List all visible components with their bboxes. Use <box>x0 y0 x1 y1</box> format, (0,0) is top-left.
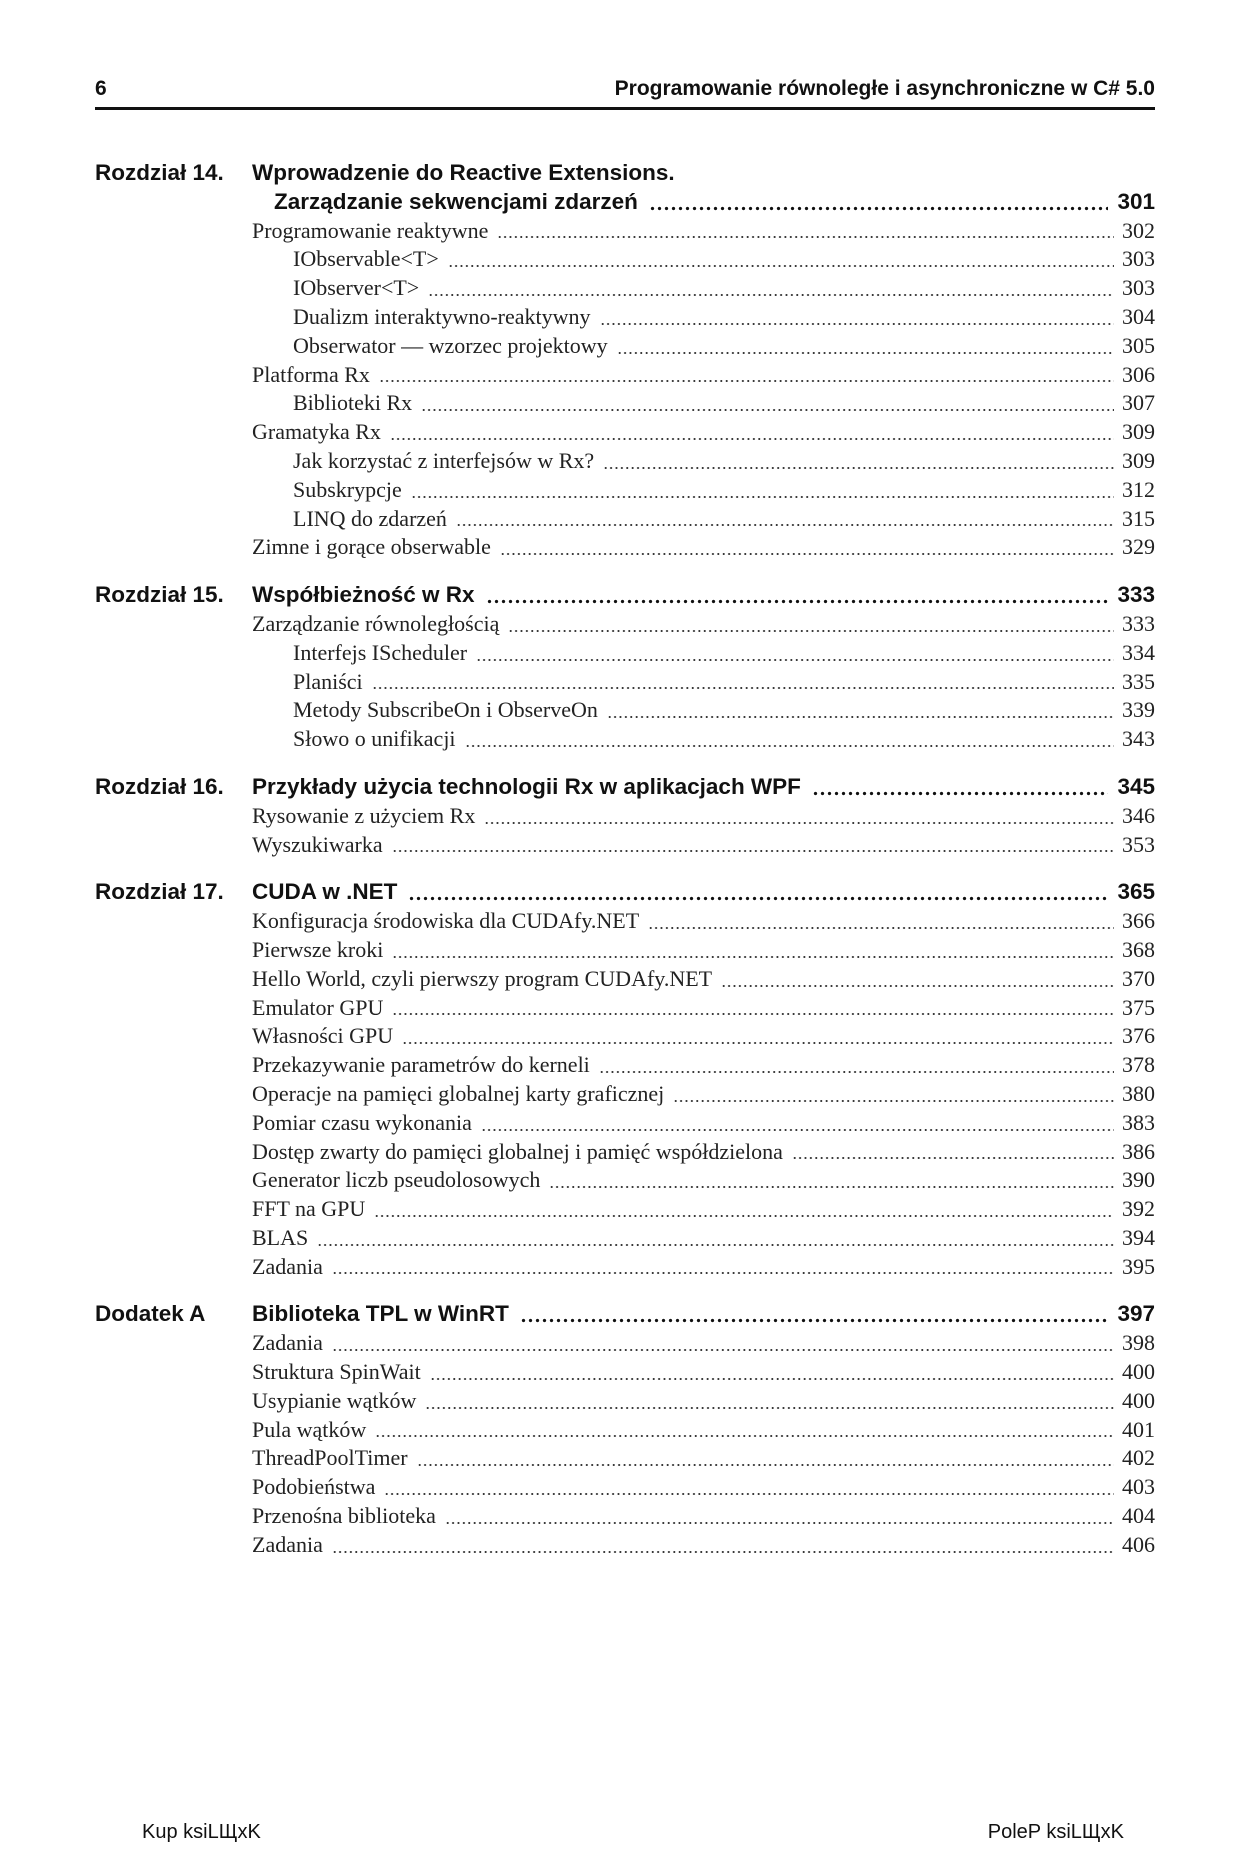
dot-leader <box>603 447 1114 476</box>
toc-entry-title: Interfejs IScheduler <box>293 639 468 665</box>
toc-entry <box>95 418 1155 447</box>
chapter-block <box>95 159 1155 562</box>
dot-leader <box>421 389 1114 418</box>
toc-entry-title: Dostęp zwarty do pamięci globalnej i pamięć współdzielona <box>252 1138 783 1164</box>
toc-entry <box>95 1195 1155 1224</box>
dot-leader <box>384 1473 1114 1502</box>
toc-entry-page-number: 315 <box>1122 505 1155 531</box>
toc-entry <box>95 476 1155 505</box>
buy-book-link[interactable]: Kup ksiLЩxK <box>142 1821 261 1843</box>
toc-entry-title: Przenośna biblioteka <box>252 1503 436 1529</box>
chapter-title: Biblioteka TPL w WinRT <box>252 1301 509 1327</box>
chapter-block <box>95 581 1155 754</box>
toc-entry <box>95 1502 1155 1531</box>
dot-leader <box>411 476 1114 505</box>
dot-leader <box>481 1109 1114 1138</box>
chapter-heading <box>95 773 1155 802</box>
dot-leader <box>617 332 1114 361</box>
toc-entry-page-number: 380 <box>1122 1080 1155 1106</box>
dot-leader <box>428 274 1114 303</box>
toc-entry <box>95 505 1155 534</box>
toc-entry <box>95 1329 1155 1358</box>
chapter-heading <box>95 159 1155 188</box>
toc-entry-title: Generator liczb pseudolosowych <box>252 1167 541 1193</box>
toc-entry-title: Konfiguracja środowiska dla CUDAfy.NET <box>252 908 640 934</box>
toc-entry-page-number: 375 <box>1122 994 1155 1020</box>
toc-entry <box>95 725 1155 754</box>
toc-entry-title: Zimne i gorące obserwable <box>252 534 491 560</box>
dot-leader <box>549 1166 1114 1195</box>
dot-leader <box>599 1051 1114 1080</box>
toc-entry-page-number: 309 <box>1122 447 1155 473</box>
toc-entry-page-number: 368 <box>1122 936 1155 962</box>
toc-entry <box>95 1109 1155 1138</box>
toc-entry <box>95 994 1155 1023</box>
chapter-title-indent <box>95 188 274 217</box>
toc-entry-title: Wyszukiwarka <box>252 831 383 857</box>
toc-entry-title: Struktura SpinWait <box>252 1359 421 1385</box>
dot-leader <box>332 1329 1114 1358</box>
dot-leader <box>648 907 1114 936</box>
toc-entry <box>95 303 1155 332</box>
chapter-heading-continued <box>95 188 1155 217</box>
toc-entry-page-number: 400 <box>1122 1387 1155 1413</box>
toc-entry-title: IObservable<T> <box>293 246 439 272</box>
toc-entry-title: ThreadPoolTimer <box>252 1445 408 1471</box>
recommend-book-link[interactable]: PoleP ksiLЩxK <box>987 1821 1124 1843</box>
toc-entry-page-number: 305 <box>1122 332 1155 358</box>
dot-leader <box>607 696 1114 725</box>
dot-leader <box>430 1358 1114 1387</box>
toc-entry-title: LINQ do zdarzeń <box>293 505 447 531</box>
toc-entry <box>95 802 1155 831</box>
toc-entry-page-number: 401 <box>1122 1416 1155 1442</box>
toc-entry-page-number: 303 <box>1122 246 1155 272</box>
dot-leader <box>375 1416 1114 1445</box>
toc-entry <box>95 936 1155 965</box>
toc-entry <box>95 389 1155 418</box>
toc-entry-title: FFT na GPU <box>252 1196 366 1222</box>
toc-entry-page-number: 346 <box>1122 802 1155 828</box>
dot-leader <box>520 1300 1109 1329</box>
toc-entry-title: Metody SubscribeOn i ObserveOn <box>293 697 598 723</box>
chapter-page-number: 345 <box>1117 773 1155 799</box>
toc-entry-page-number: 302 <box>1122 217 1155 243</box>
toc-entry <box>95 1387 1155 1416</box>
toc-entry <box>95 533 1155 562</box>
chapter-label: Rozdział 15. <box>95 582 224 608</box>
toc-entry <box>95 447 1155 476</box>
toc-entry-title: Biblioteki Rx <box>293 390 413 416</box>
toc-entry <box>95 1444 1155 1473</box>
toc-entry-title: Usypianie wątków <box>252 1387 417 1413</box>
toc-entry-page-number: 383 <box>1122 1109 1155 1135</box>
toc-entry <box>95 1138 1155 1167</box>
dot-leader <box>417 1444 1114 1473</box>
toc-entry-page-number: 378 <box>1122 1052 1155 1078</box>
toc-entry-title: Emulator GPU <box>252 994 384 1020</box>
toc-entry-page-number: 303 <box>1122 275 1155 301</box>
toc-entry <box>95 668 1155 697</box>
toc-entry <box>95 1022 1155 1051</box>
toc-entry-title: BLAS <box>252 1224 309 1250</box>
toc-entry-page-number: 353 <box>1122 831 1155 857</box>
chapter-heading <box>95 878 1155 907</box>
toc-entry-page-number: 335 <box>1122 668 1155 694</box>
chapter-title: CUDA w .NET <box>252 879 398 905</box>
dot-leader <box>497 217 1114 246</box>
dot-leader <box>402 1022 1114 1051</box>
dot-leader <box>379 361 1114 390</box>
toc-entry <box>95 831 1155 860</box>
toc-entry-title: Obserwator — wzorzec projektowy <box>293 332 608 358</box>
toc-entry <box>95 1531 1155 1560</box>
toc-entry-page-number: 395 <box>1122 1253 1155 1279</box>
toc-entry-page-number: 398 <box>1122 1330 1155 1356</box>
toc-entry <box>95 1051 1155 1080</box>
toc-entry <box>95 245 1155 274</box>
dot-leader <box>792 1138 1114 1167</box>
toc-entry-page-number: 304 <box>1122 303 1155 329</box>
running-head <box>95 76 1155 110</box>
toc-entry <box>95 332 1155 361</box>
toc-entry-title: Gramatyka Rx <box>252 419 381 445</box>
dot-leader <box>500 533 1114 562</box>
toc-entry-page-number: 366 <box>1122 908 1155 934</box>
dot-leader <box>484 802 1114 831</box>
toc-entry-title: Dualizm interaktywno-reaktywny <box>293 303 591 329</box>
toc-entry-page-number: 329 <box>1122 534 1155 560</box>
toc-entry-page-number: 400 <box>1122 1359 1155 1385</box>
toc-entry-title: Planiści <box>293 668 363 694</box>
dot-leader <box>465 725 1114 754</box>
toc-entry-title: Pula wątków <box>252 1416 367 1442</box>
toc-entry-title: Subskrypcje <box>293 476 402 502</box>
toc-entry-page-number: 392 <box>1122 1196 1155 1222</box>
toc-entry-title: Pomiar czasu wykonania <box>252 1109 472 1135</box>
toc-entry-page-number: 370 <box>1122 965 1155 991</box>
chapter-label: Dodatek A <box>95 1301 206 1327</box>
toc-entry <box>95 1473 1155 1502</box>
toc-entry <box>95 965 1155 994</box>
toc-entry-title: Słowo o unifikacji <box>293 726 456 752</box>
toc-entry <box>95 696 1155 725</box>
toc-entry <box>95 1416 1155 1445</box>
dot-leader <box>812 773 1109 802</box>
toc-entry-page-number: 333 <box>1122 610 1155 636</box>
toc-entry <box>95 1166 1155 1195</box>
dot-leader <box>486 581 1109 610</box>
dot-leader <box>476 639 1114 668</box>
chapter-page-number: 301 <box>1117 188 1155 214</box>
toc-entry <box>95 361 1155 390</box>
dot-leader <box>372 668 1114 697</box>
chapter-label: Rozdział 16. <box>95 773 224 799</box>
toc-entry-title: Zadania <box>252 1330 323 1356</box>
toc-entry-page-number: 403 <box>1122 1474 1155 1500</box>
dot-leader <box>445 1502 1114 1531</box>
toc-entry-title: Programowanie reaktywne <box>252 217 489 243</box>
toc-entry-page-number: 343 <box>1122 726 1155 752</box>
table-of-contents <box>95 159 1155 1560</box>
toc-entry-title: Jak korzystać z interfejsów w Rx? <box>293 447 595 473</box>
toc-entry-page-number: 309 <box>1122 419 1155 445</box>
toc-entry-title: Własności GPU <box>252 1023 394 1049</box>
dot-leader <box>600 303 1114 332</box>
dot-leader <box>317 1224 1114 1253</box>
chapter-label: Rozdział 14. <box>95 160 224 185</box>
toc-entry-page-number: 386 <box>1122 1138 1155 1164</box>
toc-entry-title: Zarządzanie równoległością <box>252 610 500 636</box>
chapter-title: Wprowadzenie do Reactive Extensions. <box>252 160 675 185</box>
toc-entry <box>95 1224 1155 1253</box>
toc-entry-title: Zadania <box>252 1531 323 1557</box>
toc-entry-page-number: 334 <box>1122 639 1155 665</box>
toc-entry <box>95 274 1155 303</box>
dot-leader <box>332 1531 1114 1560</box>
toc-entry <box>95 610 1155 639</box>
dot-leader <box>392 994 1114 1023</box>
toc-entry-title: Platforma Rx <box>252 361 370 387</box>
chapter-block <box>95 773 1155 859</box>
dot-leader <box>374 1195 1114 1224</box>
chapter-page-number: 333 <box>1117 582 1155 608</box>
dot-leader <box>721 965 1114 994</box>
toc-entry-title: Operacje na pamięci globalnej karty graficznej <box>252 1080 665 1106</box>
chapter-title: Współbieżność w Rx <box>252 582 475 608</box>
dot-leader <box>649 188 1109 217</box>
chapter-heading <box>95 1300 1155 1329</box>
toc-entry-page-number: 376 <box>1122 1023 1155 1049</box>
toc-entry-title: Zadania <box>252 1253 323 1279</box>
chapter-block <box>95 1300 1155 1559</box>
dot-leader <box>456 505 1114 534</box>
dot-leader <box>508 610 1114 639</box>
dot-leader <box>392 936 1114 965</box>
dot-leader <box>390 418 1114 447</box>
chapter-heading <box>95 581 1155 610</box>
chapter-block <box>95 878 1155 1281</box>
toc-entry-title: Hello World, czyli pierwszy program CUDAfy.NET <box>252 965 713 991</box>
chapter-title-line2: Zarządzanie sekwencjami zdarzeń <box>274 188 638 214</box>
toc-entry-page-number: 394 <box>1122 1224 1155 1250</box>
toc-entry-page-number: 404 <box>1122 1503 1155 1529</box>
chapter-page-number: 397 <box>1117 1301 1155 1327</box>
toc-entry <box>95 1253 1155 1282</box>
dot-leader <box>392 831 1114 860</box>
toc-entry-page-number: 390 <box>1122 1167 1155 1193</box>
toc-entry-title: Pierwsze kroki <box>252 936 384 962</box>
toc-entry <box>95 907 1155 936</box>
toc-entry-page-number: 312 <box>1122 476 1155 502</box>
toc-entry <box>95 1080 1155 1109</box>
chapter-page-number: 365 <box>1117 879 1155 905</box>
page-number: 6 <box>95 77 107 100</box>
running-title: Programowanie równoległe i asynchroniczne w C# 5.0 <box>614 77 1155 100</box>
toc-entry <box>95 1358 1155 1387</box>
dot-leader <box>408 878 1108 907</box>
toc-entry-page-number: 406 <box>1122 1531 1155 1557</box>
toc-entry-title: IObserver<T> <box>293 275 420 301</box>
toc-entry-title: Przekazywanie parametrów do kerneli <box>252 1052 590 1078</box>
chapter-label: Rozdział 17. <box>95 879 224 905</box>
toc-entry-page-number: 339 <box>1122 697 1155 723</box>
toc-entry-page-number: 402 <box>1122 1445 1155 1471</box>
chapter-title: Przykłady użycia technologii Rx w aplikacjach WPF <box>252 773 801 799</box>
dot-leader <box>425 1387 1114 1416</box>
toc-entry <box>95 217 1155 246</box>
toc-entry-page-number: 307 <box>1122 390 1155 416</box>
dot-leader <box>673 1080 1114 1109</box>
dot-leader <box>448 245 1114 274</box>
toc-entry-title: Rysowanie z użyciem Rx <box>252 802 476 828</box>
toc-entry-page-number: 306 <box>1122 361 1155 387</box>
toc-entry-title: Podobieństwa <box>252 1474 376 1500</box>
dot-leader <box>332 1253 1114 1282</box>
toc-entry <box>95 639 1155 668</box>
